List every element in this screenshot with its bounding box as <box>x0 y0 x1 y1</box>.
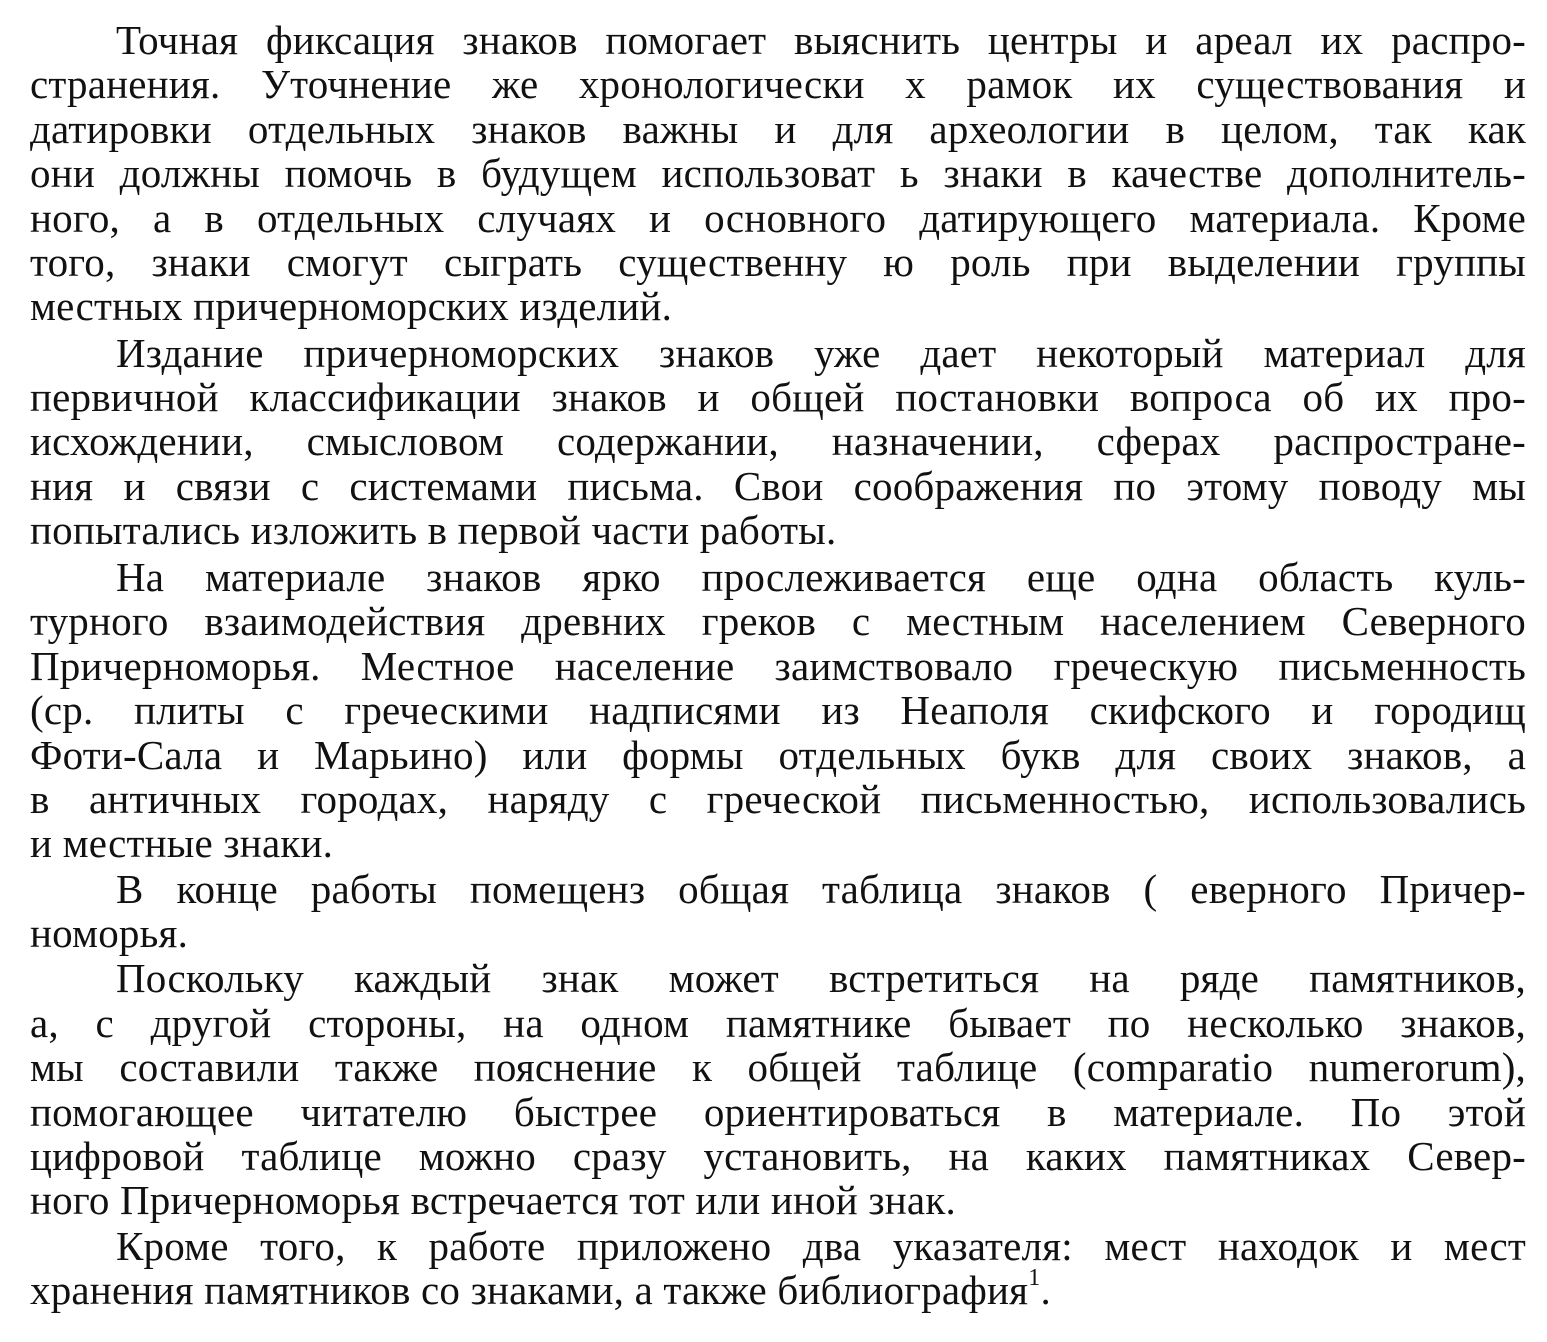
text-line: местных причерноморских изделий. <box>30 283 673 329</box>
text-line: странения. Уточнение же хронологически х рамок их существования и <box>30 61 1526 107</box>
text-line: они должны помочь в будущем использоват ь знаки в качестве дополнитель- <box>30 150 1526 196</box>
text-line: ного Причерноморья встречается тот или иной знак. <box>30 1177 956 1223</box>
text-line: того, знаки смогут сыграть существенну ю роль при выделении группы <box>30 239 1526 285</box>
text-line: Издание причерноморских знаков уже дает некоторый материал для <box>116 330 1526 376</box>
text-line: номорья. <box>30 910 189 956</box>
text-line: Поскольку каждый знак может встретиться на ряде памятников, <box>116 955 1526 1001</box>
text-line: датировки отдельных знаков важны и для археологии в целом, так как <box>30 106 1526 152</box>
text-line: ного, а в отдельных случаях и основного датирующего материала. Кроме <box>30 195 1526 241</box>
text-line: Точная фиксация знаков помогает выяснить центры и ареал их распро- <box>116 17 1526 63</box>
text-line: а, с другой стороны, на одном памятнике бывает по несколько знаков, <box>30 1000 1526 1046</box>
text-line: помогающее читателю быстрее ориентироваться в материале. По этой <box>30 1089 1526 1135</box>
text-line: ния и связи с системами письма. Свои соображения по этому поводу мы <box>30 463 1526 509</box>
text-line: попытались изложить в первой части работы. <box>30 507 837 553</box>
text-line: Кроме того, к работе приложено два указателя: мест находок и мест <box>116 1223 1526 1269</box>
footnote-mark: 1 <box>1028 1265 1041 1292</box>
text-line: и местные знаки. <box>30 820 334 866</box>
text-line: в античных городах, наряду с греческой письменностью, использовались <box>30 776 1526 822</box>
text-line: исхождении, смысловом содержании, назначении, сферах распростране- <box>30 418 1526 464</box>
end-punctuation: . <box>1040 1267 1051 1313</box>
text-line: мы составили также пояснение к общей таблице (comparatio numerorum), <box>30 1044 1526 1090</box>
text-line: цифровой таблице можно сразу установить, на каких памятниках Север- <box>30 1133 1526 1179</box>
text-line: (ср. плиты с греческими надписями из Неаполя скифского и городищ <box>30 687 1526 733</box>
document-page <box>30 0 1526 1342</box>
text-line-last <box>30 1265 1526 1313</box>
text-line: турного взаимодействия древних греков с местным населением Северного <box>30 598 1526 644</box>
text-line: первичной классификации знаков и общей постановки вопроса об их про- <box>30 374 1526 420</box>
text-line: В конце работы помещенз общая таблица знаков ( еверного Причер- <box>116 866 1526 912</box>
text-line-content: хранения памятников со знаками, а также библиография <box>30 1267 1029 1313</box>
text-line: Причерноморья. Местное население заимствовало греческую письменность <box>30 643 1526 689</box>
text-line: Фоти-Сала и Марьино) или формы отдельных букв для своих знаков, а <box>30 732 1526 778</box>
text-line: На материале знаков ярко прослеживается еще одна область куль- <box>116 554 1526 600</box>
